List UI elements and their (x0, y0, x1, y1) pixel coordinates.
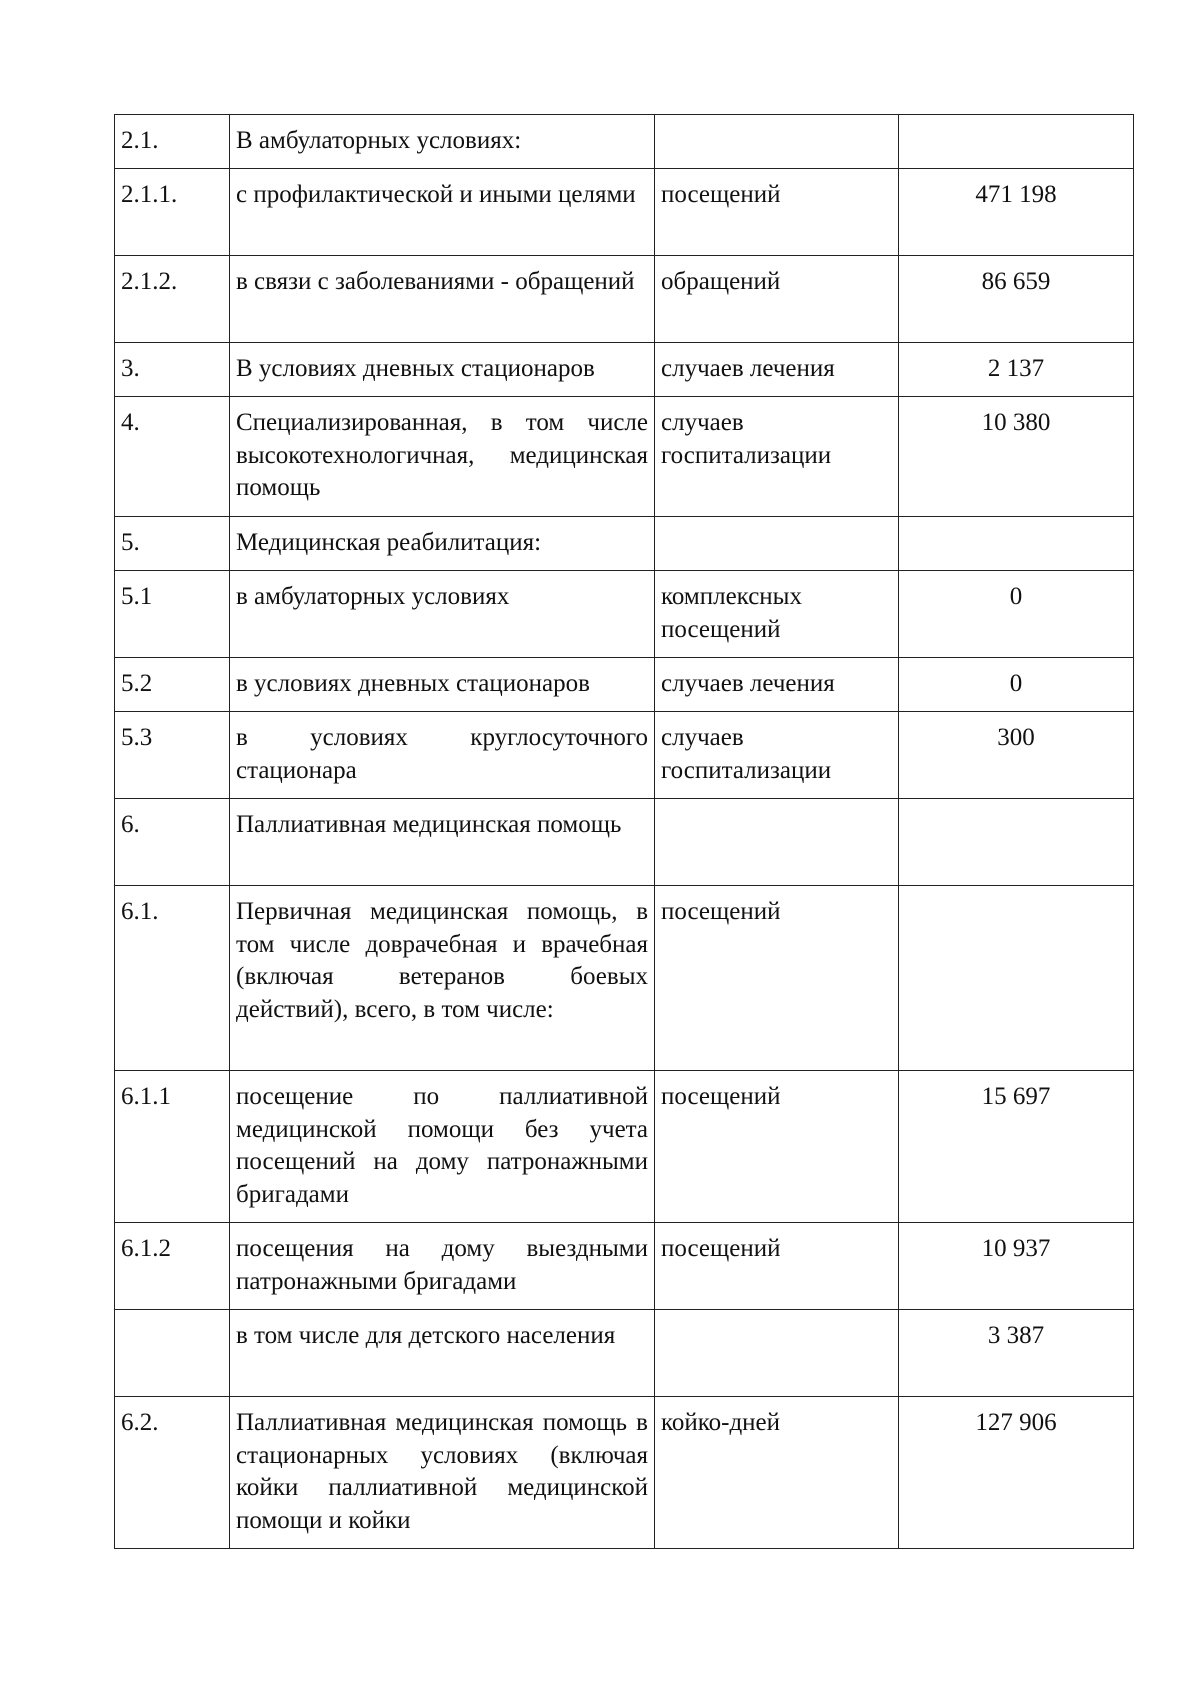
row-number: 6. (115, 799, 230, 886)
row-number: 6.1. (115, 886, 230, 1071)
row-number: 6.1.1 (115, 1071, 230, 1223)
row-value: 15 697 (899, 1071, 1134, 1223)
row-unit (655, 799, 899, 886)
table-row (115, 1223, 1134, 1310)
row-description: Паллиативная медицинская помощь в стационарных условиях (включая койки паллиативной медицинской помощи и койки (230, 1397, 655, 1549)
row-value: 10 380 (899, 397, 1134, 517)
table-body (115, 115, 1134, 1549)
row-value (899, 886, 1134, 1071)
table-row (115, 169, 1134, 256)
row-number: 5.3 (115, 712, 230, 799)
row-unit: посещений (655, 1071, 899, 1223)
row-description: Первичная медицинская помощь, в том числе доврачебная и врачебная (включая ветеранов боевых действий), всего, в том числе: (230, 886, 655, 1071)
row-number: 5.1 (115, 571, 230, 658)
table-row (115, 397, 1134, 517)
table-row (115, 1310, 1134, 1397)
row-description: Специализированная, в том числе высокотехнологичная, медицинская помощь (230, 397, 655, 517)
row-unit: случаев лечения (655, 343, 899, 397)
row-number: 3. (115, 343, 230, 397)
row-description: в связи с заболеваниями - обращений (230, 256, 655, 343)
row-value: 3 387 (899, 1310, 1134, 1397)
row-description: Медицинская реабилитация: (230, 517, 655, 571)
row-unit: посещений (655, 1223, 899, 1310)
row-value: 471 198 (899, 169, 1134, 256)
table-row (115, 343, 1134, 397)
row-unit: посещений (655, 886, 899, 1071)
row-unit (655, 115, 899, 169)
row-number: 6.2. (115, 1397, 230, 1549)
row-value (899, 115, 1134, 169)
row-unit: случаев госпитализации (655, 712, 899, 799)
table-row (115, 1397, 1134, 1549)
row-description: В амбулаторных условиях: (230, 115, 655, 169)
row-description: в условиях дневных стационаров (230, 658, 655, 712)
row-unit: обращений (655, 256, 899, 343)
volume-table (114, 114, 1134, 1549)
row-number: 2.1.1. (115, 169, 230, 256)
row-value: 86 659 (899, 256, 1134, 343)
row-number: 5.2 (115, 658, 230, 712)
row-description: В условиях дневных стационаров (230, 343, 655, 397)
row-number: 5. (115, 517, 230, 571)
row-unit (655, 517, 899, 571)
row-description: в амбулаторных условиях (230, 571, 655, 658)
row-description: посещение по паллиативной медицинской помощи без учета посещений на дому патронажными бригадами (230, 1071, 655, 1223)
row-value: 0 (899, 571, 1134, 658)
table-row (115, 799, 1134, 886)
row-unit: койко-дней (655, 1397, 899, 1549)
row-value (899, 799, 1134, 886)
row-number: 6.1.2 (115, 1223, 230, 1310)
row-value: 0 (899, 658, 1134, 712)
row-unit: комплексных посещений (655, 571, 899, 658)
row-unit: посещений (655, 169, 899, 256)
row-number: 2.1.2. (115, 256, 230, 343)
row-unit: случаев лечения (655, 658, 899, 712)
row-description: в условиях круглосуточного стационара (230, 712, 655, 799)
table-row (115, 658, 1134, 712)
row-value: 127 906 (899, 1397, 1134, 1549)
row-value: 300 (899, 712, 1134, 799)
table-row (115, 1071, 1134, 1223)
row-number (115, 1310, 230, 1397)
row-number: 4. (115, 397, 230, 517)
table-row (115, 517, 1134, 571)
row-value: 10 937 (899, 1223, 1134, 1310)
row-description: в том числе для детского населения (230, 1310, 655, 1397)
row-unit (655, 1310, 899, 1397)
table-row (115, 571, 1134, 658)
table-row (115, 115, 1134, 169)
table-row (115, 886, 1134, 1071)
row-value: 2 137 (899, 343, 1134, 397)
row-description: с профилактической и иными целями (230, 169, 655, 256)
row-unit: случаев госпитализации (655, 397, 899, 517)
row-number: 2.1. (115, 115, 230, 169)
table-row (115, 712, 1134, 799)
row-value (899, 517, 1134, 571)
table-row (115, 256, 1134, 343)
row-description: посещения на дому выездными патронажными бригадами (230, 1223, 655, 1310)
row-description: Паллиативная медицинская помощь (230, 799, 655, 886)
